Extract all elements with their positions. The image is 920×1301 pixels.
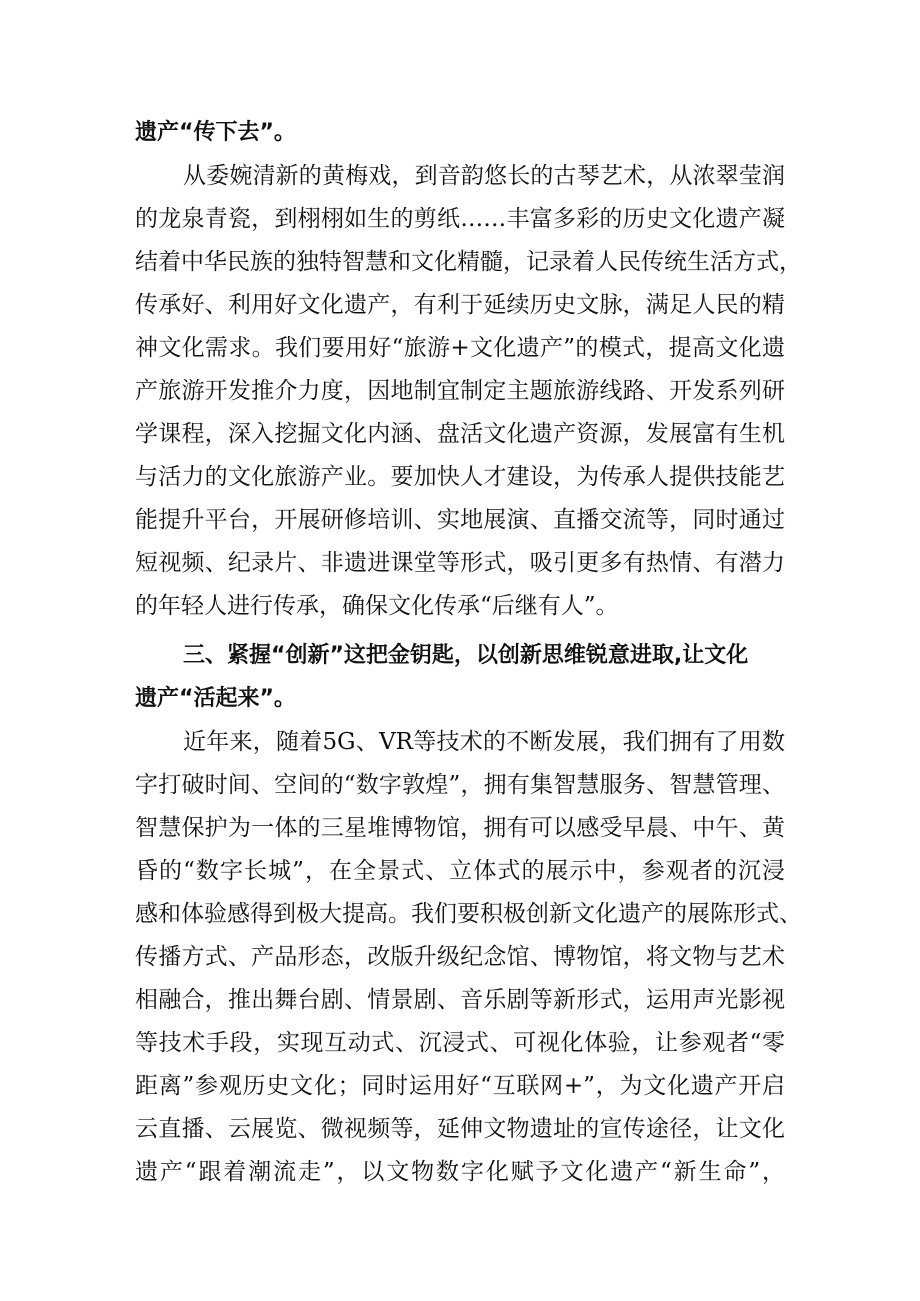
paragraph-line: 的龙泉青瓷，到栩栩如生的剪纸……丰富多彩的历史文化遗产凝: [135, 206, 785, 232]
section-heading: 三、紧握“创新”这把金钥匙，以创新思维锐意进取,让文化: [183, 643, 749, 668]
paragraph-line: 字打破时间、空间的“数字敦煌”，拥有集智慧服务、智慧管理、: [135, 772, 785, 798]
paragraph-line: 学课程，深入挖掘文化内涵、盘活文化遗产资源，发展富有生机: [135, 421, 785, 447]
paragraph-line: 相融合，推出舞台剧、情景剧、音乐剧等新形式，运用声光影视: [135, 987, 785, 1013]
paragraph-line: 昏的“数字长城”，在全景式、立体式的展示中，参观者的沉浸: [135, 858, 785, 884]
paragraph-line: 智慧保护为一体的三星堆博物馆，拥有可以感受早晨、中午、黄: [135, 815, 785, 841]
paragraph-line: 从委婉清新的黄梅戏，到音韵悠长的古琴艺术，从浓翠莹润: [183, 163, 785, 189]
paragraph-last-line: 的年轻人进行传承，确保文化传承“后继有人”。: [135, 593, 619, 619]
paragraph-line: 距离”参观历史文化；同时运用好“互联网+”，为文化遗产开启: [135, 1073, 785, 1099]
section-heading-end-line: 遗产“传下去”。: [135, 120, 296, 145]
paragraph-line: 传播方式、产品形态，改版升级纪念馆、博物馆，将文物与艺术: [135, 944, 785, 970]
paragraph-line: 等技术手段，实现互动式、沉浸式、可视化体验，让参观者“零: [135, 1030, 785, 1056]
paragraph-line: 与活力的文化旅游产业。要加快人才建设，为传承人提供技能艺: [135, 464, 785, 490]
paragraph-line: 遗产“跟着潮流走”，以文物数字化赋予文化遗产“新生命”，: [135, 1159, 785, 1185]
paragraph-line: 神文化需求。我们要用好“旅游+文化遗产”的模式，提高文化遗: [135, 335, 785, 361]
paragraph-line: 短视频、纪录片、非遗进课堂等形式，吸引更多有热情、有潜力: [135, 550, 785, 576]
paragraph-line: 传承好、利用好文化遗产，有利于延续历史文脉，满足人民的精: [135, 292, 785, 318]
paragraph-line: 能提升平台，开展研修培训、实地展演、直播交流等，同时通过: [135, 507, 785, 533]
section-heading-end-line: 遗产“活起来”。: [135, 686, 296, 711]
paragraph-line: 感和体验感得到极大提高。我们要积极创新文化遗产的展陈形式、: [135, 901, 802, 927]
paragraph-line: 近年来，随着5G、VR等技术的不断发展，我们拥有了用数: [183, 729, 785, 755]
paragraph-line: 云直播、云展览、微视频等，延伸文物遗址的宣传途径，让文化: [135, 1116, 785, 1142]
paragraph-line: 结着中华民族的独特智慧和文化精髓，记录着人民传统生活方式，: [135, 249, 802, 275]
paragraph-line: 产旅游开发推介力度，因地制宜制定主题旅游线路、开发系列研: [135, 378, 785, 404]
